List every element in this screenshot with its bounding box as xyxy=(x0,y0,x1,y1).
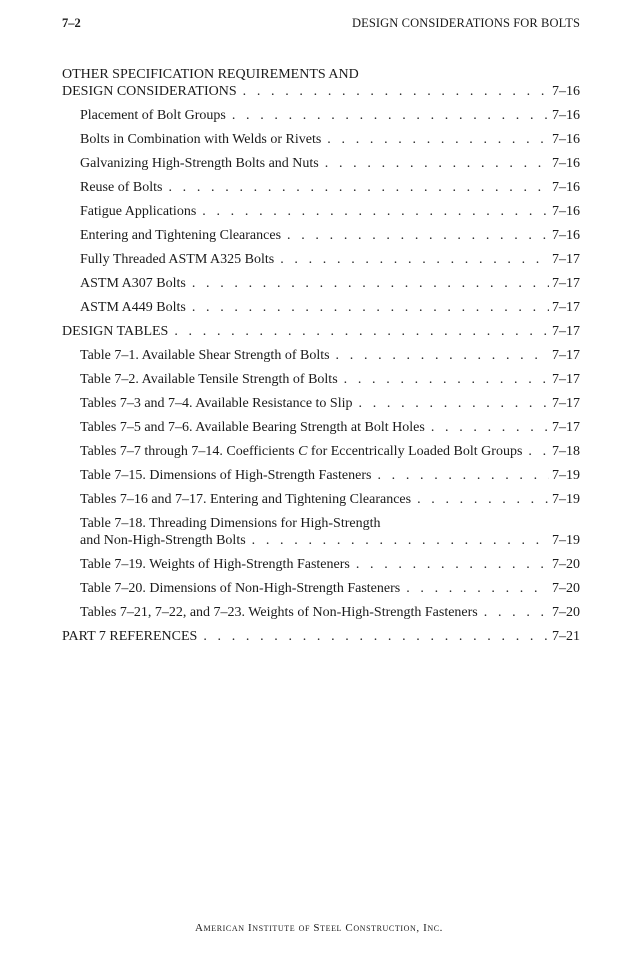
toc-entry-title: DESIGN TABLES xyxy=(62,324,169,339)
toc-entry-page: 7–16 xyxy=(552,132,580,147)
toc-entry-title: ASTM A449 Bolts xyxy=(80,300,186,315)
toc-entry-title: Placement of Bolt Groups xyxy=(80,108,226,123)
toc-entry-title: Table 7–20. Dimensions of Non-High-Strength Fasteners xyxy=(80,581,401,596)
dot-leader xyxy=(203,628,549,645)
dot-leader xyxy=(325,155,549,172)
toc-entry-title: Tables 7–16 and 7–17. Entering and Tightening Clearances xyxy=(80,492,412,507)
toc-entry-title: and Non-High-Strength Bolts xyxy=(80,533,246,548)
toc-entry xyxy=(62,628,580,645)
toc-entry xyxy=(62,131,580,148)
dot-leader xyxy=(192,299,549,316)
dot-leader xyxy=(287,227,549,244)
toc-entry-title: Reuse of Bolts xyxy=(80,180,163,195)
toc-entry xyxy=(62,275,580,292)
toc-entry-title: Fully Threaded ASTM A325 Bolts xyxy=(80,252,275,267)
toc-entry xyxy=(62,323,580,340)
toc-entry-title-line: Table 7–18. Threading Dimensions for High-Strength xyxy=(80,516,381,531)
publisher-name: American Institute of Steel Construction, Inc. xyxy=(194,922,443,934)
toc-entry xyxy=(62,107,580,124)
toc-entry xyxy=(62,419,580,436)
dot-leader xyxy=(356,556,549,573)
toc-entry-page: 7–20 xyxy=(552,557,580,572)
toc-entry xyxy=(62,155,580,172)
toc-entry-title: Table 7–19. Weights of High-Strength Fasteners xyxy=(80,557,350,572)
table-of-contents xyxy=(62,66,580,645)
toc-entry xyxy=(62,556,580,573)
toc-entry-page: 7–19 xyxy=(552,492,580,507)
dot-leader xyxy=(280,251,549,268)
toc-entry-page: 7–20 xyxy=(552,605,580,620)
toc-entry-page: 7–17 xyxy=(552,372,580,387)
toc-entry-page: 7–16 xyxy=(552,204,580,219)
dot-leader xyxy=(327,131,549,148)
dot-leader xyxy=(344,371,549,388)
toc-entry-page: 7–20 xyxy=(552,581,580,596)
toc-entry-page: 7–17 xyxy=(552,252,580,267)
toc-entry-page: 7–17 xyxy=(552,300,580,315)
toc-entry-page: 7–17 xyxy=(552,276,580,291)
toc-entry xyxy=(62,299,580,316)
toc-entry-title: PART 7 REFERENCES xyxy=(62,629,198,644)
toc-entry xyxy=(62,179,580,196)
toc-entry xyxy=(62,347,580,364)
toc-entry-title: Tables 7–3 and 7–4. Available Resistance to Slip xyxy=(80,396,353,411)
toc-entry-page: 7–17 xyxy=(552,348,580,363)
dot-leader xyxy=(252,532,549,549)
toc-entry-page: 7–16 xyxy=(552,84,580,99)
toc-entry-page: 7–21 xyxy=(552,629,580,644)
toc-entry-page: 7–17 xyxy=(552,396,580,411)
toc-entry-title: Tables 7–7 through 7–14. Coefficients C for Eccentrically Loaded Bolt Groups xyxy=(80,444,523,459)
dot-leader xyxy=(484,604,549,621)
page-number: 7–2 xyxy=(62,16,81,30)
toc-entry xyxy=(62,227,580,244)
dot-leader xyxy=(417,491,549,508)
dot-leader xyxy=(528,443,549,460)
dot-leader xyxy=(168,179,549,196)
toc-entry-page: 7–16 xyxy=(552,228,580,243)
toc-entry-title: Tables 7–21, 7–22, and 7–23. Weights of Non-High-Strength Fasteners xyxy=(80,605,478,620)
toc-entry-title: Galvanizing High-Strength Bolts and Nuts xyxy=(80,156,319,171)
page-header xyxy=(62,16,580,34)
dot-leader xyxy=(174,323,549,340)
toc-entry-page: 7–18 xyxy=(552,444,580,459)
toc-entry xyxy=(62,203,580,220)
dot-leader xyxy=(202,203,549,220)
toc-entry xyxy=(62,371,580,388)
toc-entry-page: 7–16 xyxy=(552,180,580,195)
toc-entry-title: DESIGN CONSIDERATIONS xyxy=(62,84,237,99)
toc-entry-title: Fatigue Applications xyxy=(80,204,197,219)
toc-entry xyxy=(62,604,580,621)
dot-leader xyxy=(377,467,549,484)
running-title: DESIGN CONSIDERATIONS FOR BOLTS xyxy=(351,16,580,30)
dot-leader xyxy=(192,275,549,292)
toc-entry-title: ASTM A307 Bolts xyxy=(80,276,186,291)
dot-leader xyxy=(243,83,549,100)
toc-entry-title: Table 7–1. Available Shear Strength of Bolts xyxy=(80,348,330,363)
dot-leader xyxy=(406,580,549,597)
toc-entry-title: Bolts in Combination with Welds or Rivets xyxy=(80,132,322,147)
toc-entry-title: Tables 7–5 and 7–6. Available Bearing Strength at Bolt Holes xyxy=(80,420,425,435)
toc-entry xyxy=(62,66,580,100)
toc-entry-page: 7–17 xyxy=(552,324,580,339)
toc-entry xyxy=(62,395,580,412)
dot-leader xyxy=(431,419,549,436)
toc-entry-title-line: OTHER SPECIFICATION REQUIREMENTS AND xyxy=(62,67,359,82)
toc-entry xyxy=(62,443,580,460)
toc-entry-title: Entering and Tightening Clearances xyxy=(80,228,282,243)
toc-entry-title: Table 7–15. Dimensions of High-Strength Fasteners xyxy=(80,468,372,483)
toc-entry xyxy=(62,491,580,508)
dot-leader xyxy=(359,395,550,412)
toc-entry-page: 7–17 xyxy=(552,420,580,435)
toc-entry-page: 7–19 xyxy=(552,533,580,548)
toc-entry-page: 7–16 xyxy=(552,156,580,171)
dot-leader xyxy=(232,107,549,124)
toc-entry xyxy=(62,467,580,484)
dot-leader xyxy=(336,347,549,364)
page-footer xyxy=(0,922,638,934)
toc-entry-page: 7–16 xyxy=(552,108,580,123)
toc-entry-page: 7–19 xyxy=(552,468,580,483)
toc-entry xyxy=(62,251,580,268)
toc-entry xyxy=(62,580,580,597)
toc-entry xyxy=(62,515,580,549)
toc-entry-title: Table 7–2. Available Tensile Strength of Bolts xyxy=(80,372,338,387)
